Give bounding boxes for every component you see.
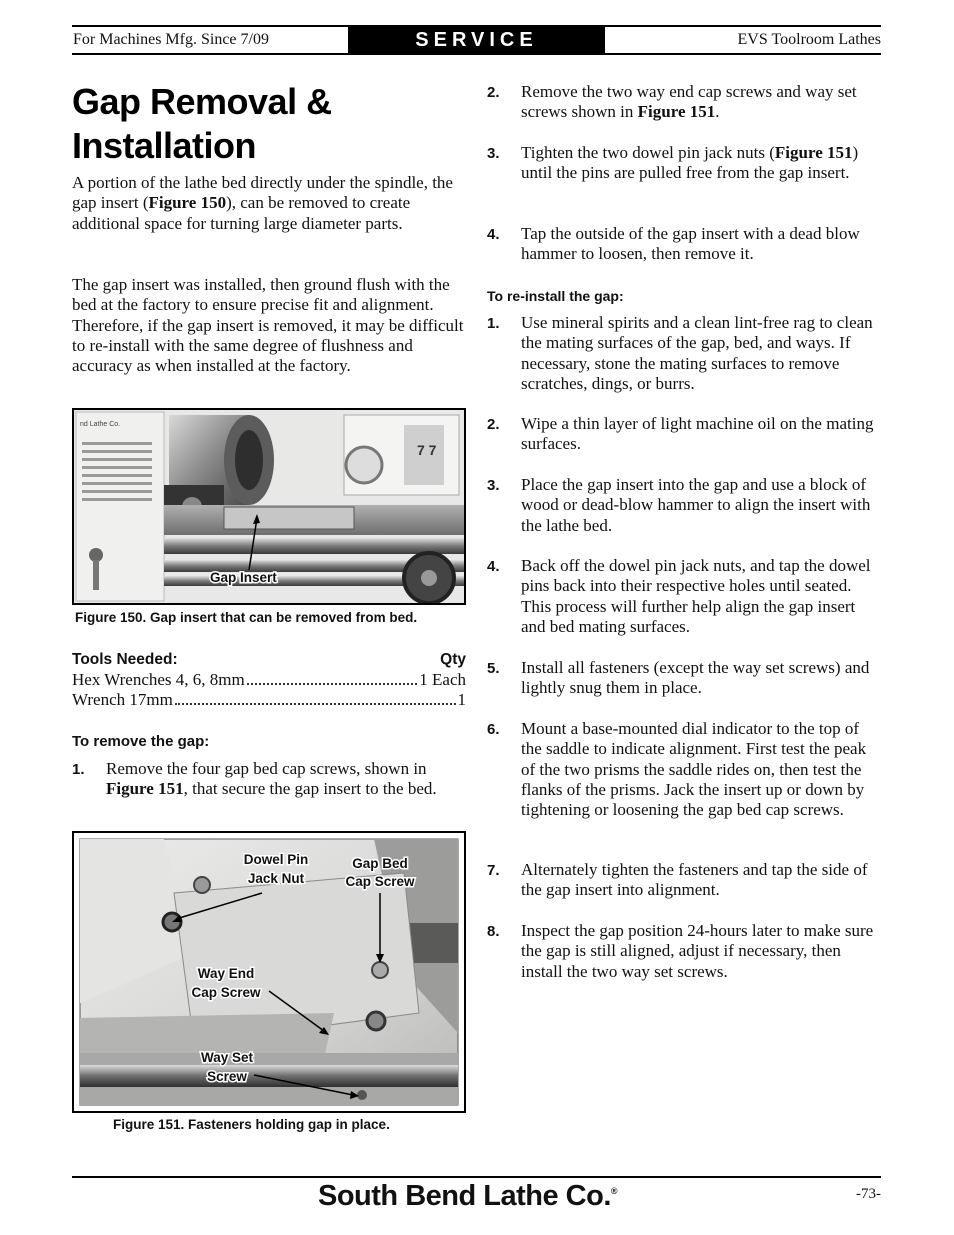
reinstall-step	[487, 658, 882, 699]
step-text: Tap the outside of the gap insert with a dead blow hammer to loosen, then remove it.	[521, 224, 860, 264]
step-number: 4.	[487, 558, 500, 575]
gap-insert-area	[224, 507, 354, 529]
step-number: 6.	[487, 721, 500, 738]
step-text: Wipe a thin layer of light machine oil on the mating surfaces.	[521, 414, 874, 454]
figure-151-frame	[72, 831, 466, 1113]
tool-qty: 1	[457, 690, 466, 709]
remove-gap-heading: To remove the gap:	[72, 733, 210, 750]
gap-bed-cap-screw-callout: Cap Screw	[345, 874, 415, 889]
reinstall-step	[487, 414, 882, 455]
brand-logo: South Bend Lathe Co.®	[318, 1180, 618, 1212]
way-end-cap-screw-callout: Cap Screw	[191, 985, 261, 1000]
reinstall-step	[487, 860, 882, 901]
reinstall-step	[487, 921, 882, 982]
header-rule-bottom	[72, 53, 881, 55]
set-screw-icon	[357, 1090, 367, 1100]
header-section-label: SERVICE	[348, 27, 605, 53]
step-text: Inspect the gap position 24-hours later to make sure the gap is still aligned, adjust if necessary, then install the two way set screws.	[521, 921, 874, 981]
intro-paragraph-1: A portion of the lathe bed directly under the spindle, the gap insert (Figure 150), can be removed to create additional space for turning large diameter parts.	[72, 173, 453, 233]
step-number: 2.	[487, 84, 500, 101]
step-text: Tighten the two dowel pin jack nuts (Figure 151) until the pins are pulled free from the gap insert.	[521, 143, 859, 183]
gap-insert-callout: Gap Insert	[210, 570, 277, 585]
step-text: Remove the four gap bed cap screws, shown in Figure 151, that secure the gap insert to the bed.	[106, 759, 437, 799]
step-text: Install all fasteners (except the way set screws) and lightly snug them in place.	[521, 658, 870, 698]
figure-151-caption: Figure 151. Fasteners holding gap in place.	[113, 1117, 390, 1132]
tool-row	[72, 690, 466, 710]
way-set-screw-callout: Screw	[207, 1069, 247, 1084]
figure-151-photo	[74, 833, 464, 1111]
remove-step	[487, 82, 882, 123]
tools-qty-label: Qty	[440, 651, 466, 668]
way-end-callout: Way End	[197, 966, 255, 981]
remove-step	[487, 143, 882, 184]
figure-150-photo	[74, 410, 464, 603]
figure-reference: Figure 150	[148, 193, 227, 213]
step-text: Place the gap insert into the gap and use a block of wood or dead-blow hammer to align the insert with the lathe bed.	[521, 475, 871, 535]
intro-paragraph-2: The gap insert was installed, then ground flush with the bed at the factory to ensure precise fit and alignment. Therefore, if the gap insert is removed, it may be difficult to re-install with the same degree of flushness and accuracy as when installed at the factory.	[72, 275, 464, 376]
dot-leader	[247, 683, 418, 685]
step-number: 4.	[487, 226, 500, 243]
remove-step	[487, 224, 882, 265]
reinstall-step	[487, 313, 882, 394]
step-text: Use mineral spirits and a clean lint-free rag to clean the mating surfaces of the gap, bed, and ways. If necessary, stone the mating surfaces to remove scratches, dings, or burrs.	[521, 313, 873, 393]
header-product-line: EVS Toolroom Lathes	[737, 31, 881, 48]
step-number: 2.	[487, 416, 500, 433]
jack-nut-callout: Jack Nut	[247, 871, 305, 886]
figure-150-frame	[72, 408, 466, 605]
figure-150-caption: Figure 150. Gap insert that can be removed from bed.	[75, 610, 418, 625]
step-text: Back off the dowel pin jack nuts, and tap the dowel pins back into their respective holes until seated. This process will further help align the gap insert and bed mating surfaces.	[521, 556, 871, 636]
step-text: Remove the two way end cap screws and way set screws shown in Figure 151.	[521, 82, 857, 122]
way-set-callout: Way Set	[200, 1050, 254, 1065]
step-number: 3.	[487, 145, 500, 162]
registered-mark-icon: ®	[610, 1186, 618, 1196]
tools-needed-heading	[72, 651, 466, 669]
step-text: Alternately tighten the fasteners and tap the side of the gap insert into alignment.	[521, 860, 868, 900]
reinstall-step	[487, 475, 882, 536]
bolt-head-icon	[367, 1012, 385, 1030]
reinstall-step	[487, 556, 882, 637]
lever-knob-icon	[89, 548, 103, 562]
svg-text:7 7: 7 7	[417, 442, 437, 458]
lead-screw	[80, 1065, 458, 1087]
tool-row	[72, 670, 466, 690]
gap-bed-callout: Gap Bed	[352, 856, 408, 871]
step-text: Mount a base-mounted dial indicator to the top of the saddle to indicate alignment. First test the peak of the two prisms the saddle rides on, then test the flanks of the prisms. Jack the insert up or down by tightening or loosening the gap bed cap screws.	[521, 719, 867, 820]
cap-screw-icon	[372, 962, 388, 978]
step-number: 1.	[487, 315, 500, 332]
tool-name: Hex Wrenches 4, 6, 8mm	[72, 670, 245, 689]
step-number: 1.	[72, 761, 85, 778]
bolt-head-icon	[194, 877, 210, 893]
step-number: 7.	[487, 862, 500, 879]
step-number: 8.	[487, 923, 500, 940]
tool-qty: 1 Each	[419, 670, 466, 689]
page-title: Gap Removal & Installation	[72, 81, 332, 166]
footer-rule	[72, 1176, 881, 1178]
dowel-pin-callout: Dowel Pin	[243, 852, 309, 867]
header-machine-date: For Machines Mfg. Since 7/09	[73, 31, 269, 48]
step-number: 5.	[487, 660, 500, 677]
page-number: -73-	[856, 1186, 881, 1202]
reinstall-gap-heading: To re-install the gap:	[487, 288, 624, 304]
plate-text: nd Lathe Co.	[80, 421, 121, 428]
step-number: 3.	[487, 477, 500, 494]
remove-step	[72, 759, 466, 800]
tool-name: Wrench 17mm	[72, 690, 173, 709]
tools-heading-label: Tools Needed:	[72, 651, 178, 668]
dot-leader	[175, 703, 456, 705]
reinstall-step	[487, 719, 882, 820]
